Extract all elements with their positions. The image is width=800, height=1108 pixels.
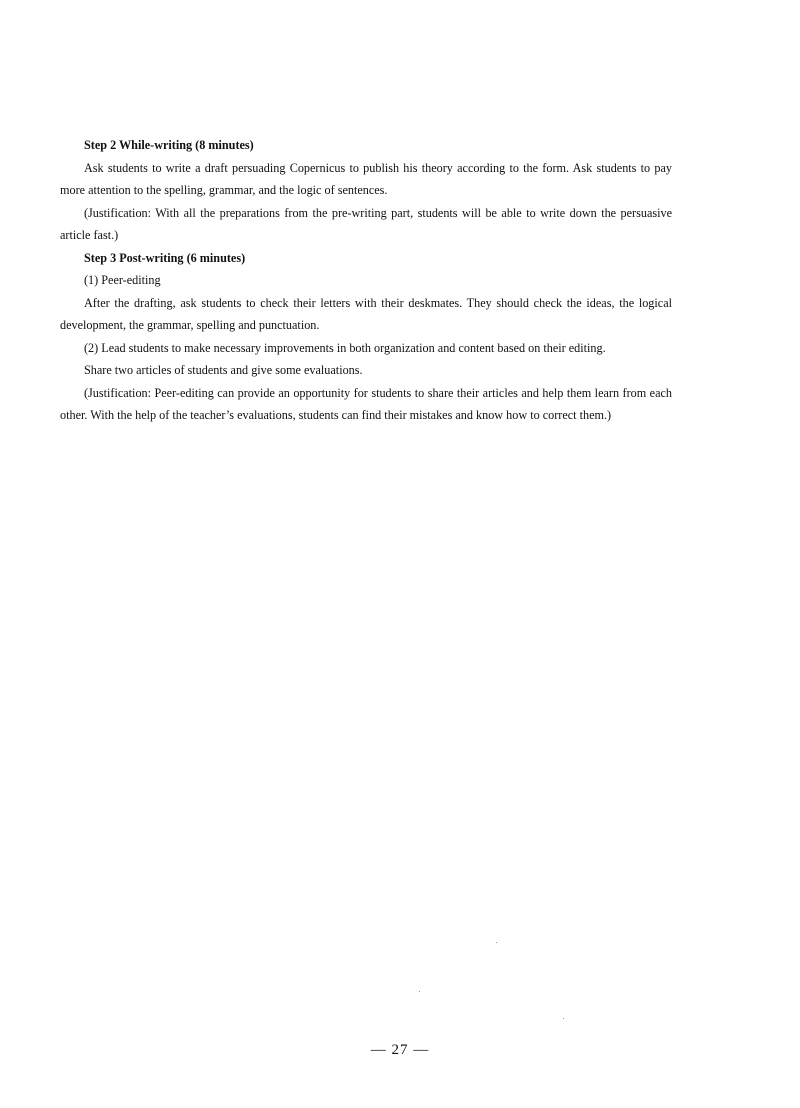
step2-heading: Step 2 While-writing (8 minutes) xyxy=(84,138,254,152)
step2-justification-paragraph: (Justification: With all the preparations from the pre-writing part, students will be able to write down the persuasive article fast.) xyxy=(60,205,672,242)
scan-speck xyxy=(419,991,420,992)
step3-justification-paragraph: (Justification: Peer-editing can provide an opportunity for students to share their articles and help them learn from each other. With the help of the teacher’s evaluations, students can find their mistakes and know how to correct them.) xyxy=(60,385,672,422)
scan-speck xyxy=(563,1018,564,1019)
page-number: — 27 — xyxy=(370,1042,430,1058)
step2-body-paragraph: Ask students to write a draft persuading Copernicus to publish his theory according to the form. Ask students to pay more attention to the spelling, grammar, and the logic of sentences. xyxy=(60,160,672,197)
step3-improvements-paragraph: (2) Lead students to make necessary improvements in both organization and content based on their editing. xyxy=(84,340,606,355)
scan-speck xyxy=(496,942,497,943)
document-body xyxy=(60,134,672,427)
step3-peer-editing-paragraph: (1) Peer-editing xyxy=(84,273,161,287)
step3-drafting-paragraph: After the drafting, ask students to check their letters with their deskmates. They should check the ideas, the logical development, the grammar, spelling and punctuation. xyxy=(60,295,672,332)
step3-share-paragraph: Share two articles of students and give some evaluations. xyxy=(84,363,363,377)
step3-heading: Step 3 Post-writing (6 minutes) xyxy=(84,250,246,265)
